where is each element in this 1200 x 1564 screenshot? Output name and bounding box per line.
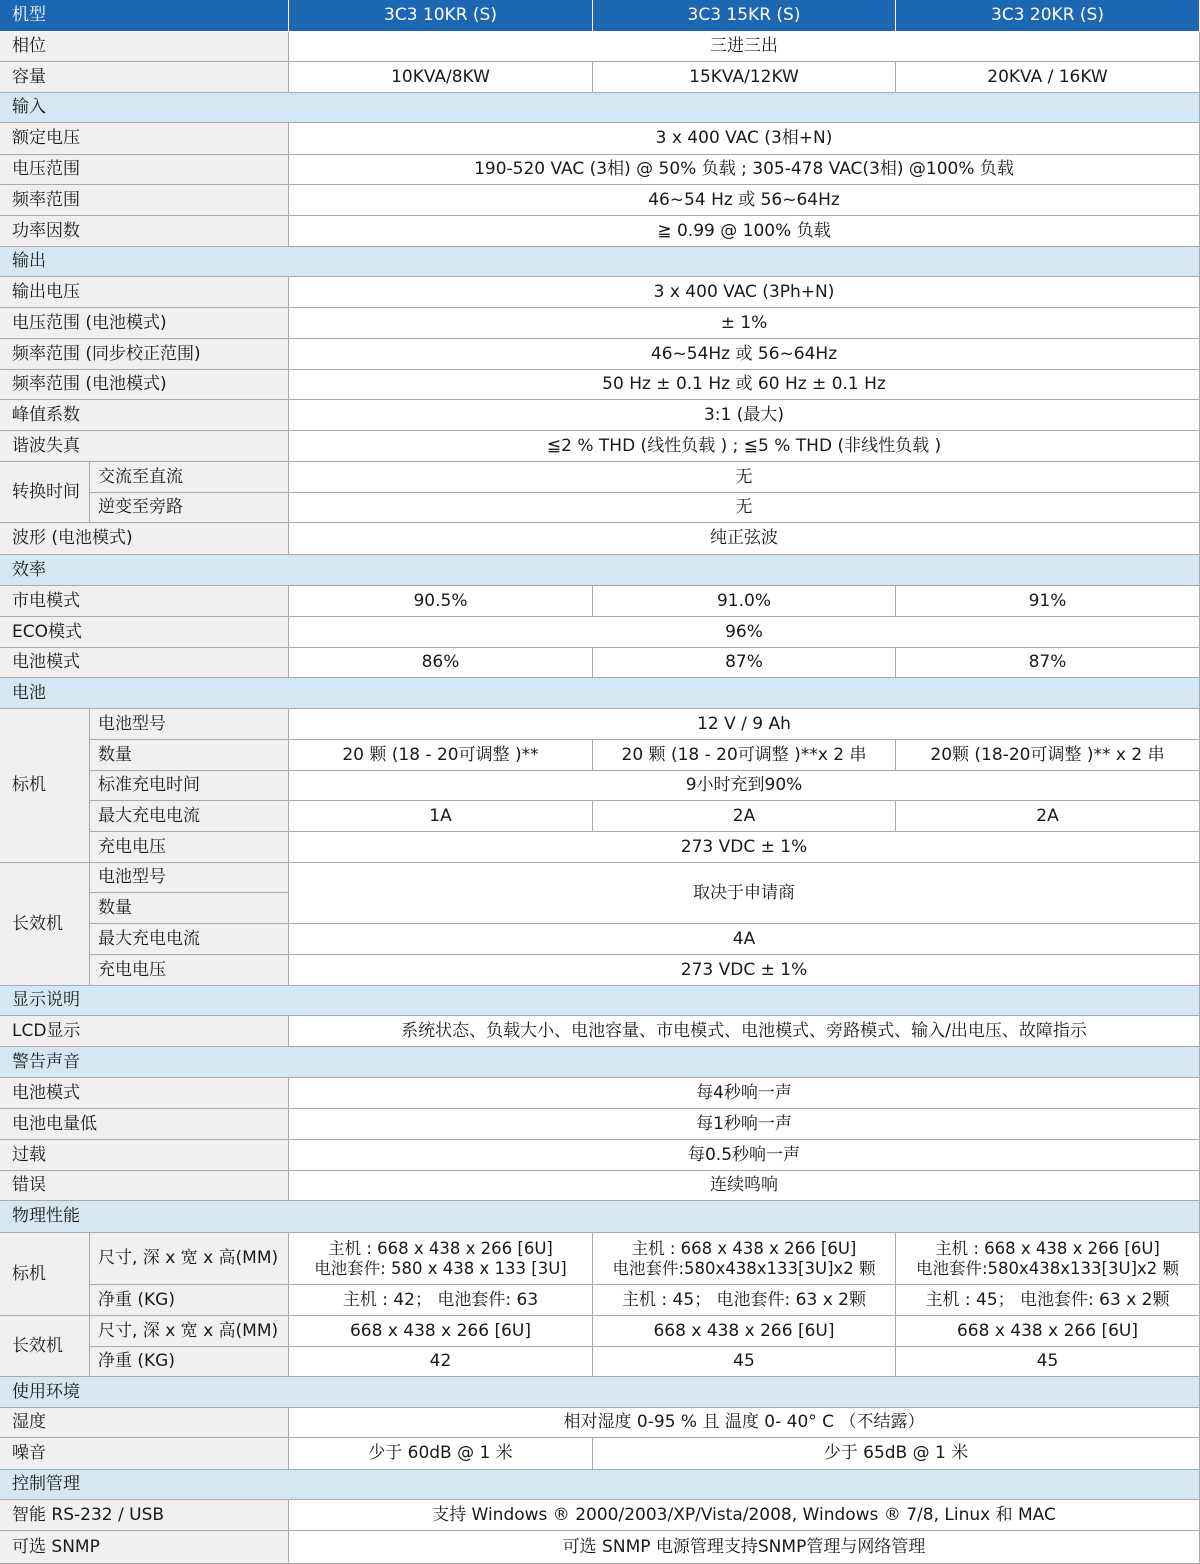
row-value: 3 x 400 VAC (3Ph+N) (289, 277, 1200, 308)
row-value: 主机 : 42； 电池套件: 63 (289, 1285, 593, 1316)
row-value: 45 (896, 1347, 1200, 1377)
row-value: 9小时充到90% (289, 771, 1200, 801)
row-value: 668 x 438 x 266 [6U] (289, 1316, 593, 1347)
section-header: 显示说明 (0, 986, 1200, 1016)
row-value: 668 x 438 x 266 [6U] (896, 1316, 1200, 1347)
row-label: 波形 (电池模式) (0, 523, 289, 555)
group-label: 长效机 (0, 863, 90, 986)
row-value: 46~54 Hz 或 56~64Hz (289, 185, 1200, 216)
row-sublabel: 净重 (KG) (90, 1347, 289, 1377)
row-value: 91% (896, 586, 1200, 617)
section-header: 警告声音 (0, 1047, 1200, 1078)
row-value: 支持 Windows ® 2000/2003/XP/Vista/2008, Windows ® 7/8, Linux 和 MAC (289, 1500, 1200, 1531)
row-value: 每1秒响一声 (289, 1109, 1200, 1140)
row-label: 谐波失真 (0, 431, 289, 462)
row-value-line: 主机 : 668 x 438 x 266 [6U] (935, 1238, 1160, 1258)
row-label: LCD显示 (0, 1016, 289, 1047)
row-value: ≧ 0.99 @ 100% 负载 (289, 216, 1200, 247)
row-sublabel: 电池型号 (90, 709, 289, 740)
row-sublabel: 充电电压 (90, 832, 289, 863)
row-value: 2A (896, 801, 1200, 832)
section-header: 输入 (0, 93, 1200, 123)
row-label: ECO模式 (0, 617, 289, 648)
row-label: 额定电压 (0, 123, 289, 155)
row-label: 智能 RS-232 / USB (0, 1500, 289, 1531)
row-sublabel: 净重 (KG) (90, 1285, 289, 1316)
row-sublabel: 交流至直流 (90, 462, 289, 493)
row-value: 273 VDC ± 1% (289, 955, 1200, 986)
row-label: 容量 (0, 62, 289, 93)
row-value: 15KVA/12KW (593, 62, 896, 93)
row-label: 电池模式 (0, 648, 289, 678)
row-value: 50 Hz ± 0.1 Hz 或 60 Hz ± 0.1 Hz (289, 370, 1200, 400)
row-sublabel: 数量 (90, 893, 289, 924)
header-model-3: 3C3 20KR (S) (896, 0, 1200, 32)
section-header: 输出 (0, 247, 1200, 277)
section-header: 控制管理 (0, 1470, 1200, 1500)
row-sublabel: 尺寸, 深 x 宽 x 高(MM) (90, 1316, 289, 1347)
row-value: 系统状态、负载大小、电池容量、市电模式、电池模式、旁路模式、输入/出电压、故障指示 (289, 1016, 1200, 1047)
row-label: 峰值系数 (0, 400, 289, 431)
row-value: 20KVA / 16KW (896, 62, 1200, 93)
row-value (593, 1233, 896, 1285)
row-label: 电压范围 (电池模式) (0, 308, 289, 339)
row-value: 少于 60dB @ 1 米 (289, 1438, 593, 1470)
row-sublabel: 最大充电电流 (90, 924, 289, 955)
row-label: 功率因数 (0, 216, 289, 247)
row-value: 20 颗 (18 - 20可调整 )** (289, 740, 593, 771)
row-value: 少于 65dB @ 1 米 (593, 1438, 1200, 1470)
row-label: 可选 SNMP (0, 1531, 289, 1564)
row-value: 20颗 (18-20可调整 )** x 2 串 (896, 740, 1200, 771)
row-value: ≦2 % THD (线性负载 ) ; ≦5 % THD (非线性负载 ) (289, 431, 1200, 462)
row-value: 87% (593, 648, 896, 678)
row-sublabel: 电池型号 (90, 863, 289, 893)
row-value: 42 (289, 1347, 593, 1377)
section-header: 电池 (0, 678, 1200, 709)
row-sublabel: 逆变至旁路 (90, 493, 289, 523)
section-header: 使用环境 (0, 1377, 1200, 1408)
row-value: 主机 : 45； 电池套件: 63 x 2颗 (593, 1285, 896, 1316)
row-value-line: 电池套件: 580 x 438 x 133 [3U] (314, 1258, 567, 1278)
row-value-line: 主机 : 668 x 438 x 266 [6U] (328, 1238, 553, 1258)
row-value: 取决于申请商 (289, 863, 1200, 924)
row-sublabel: 标准充电时间 (90, 771, 289, 801)
row-value: 每0.5秒响一声 (289, 1140, 1200, 1171)
row-label: 输出电压 (0, 277, 289, 308)
header-model-2: 3C3 15KR (S) (593, 0, 896, 32)
row-value: 10KVA/8KW (289, 62, 593, 93)
row-label: 相位 (0, 32, 289, 62)
row-label: 湿度 (0, 1408, 289, 1438)
header-model-1: 3C3 10KR (S) (289, 0, 593, 32)
header-model-label: 机型 (0, 0, 289, 32)
row-label: 频率范围 (0, 185, 289, 216)
row-sublabel: 充电电压 (90, 955, 289, 986)
group-label: 转换时间 (0, 462, 90, 523)
row-label: 过载 (0, 1140, 289, 1171)
row-sublabel: 数量 (90, 740, 289, 771)
row-label: 错误 (0, 1171, 289, 1201)
row-label: 电压范围 (0, 155, 289, 185)
row-value (289, 1233, 593, 1285)
row-value: 46~54Hz 或 56~64Hz (289, 339, 1200, 370)
row-value: 20 颗 (18 - 20可调整 )**x 2 串 (593, 740, 896, 771)
row-value: 三进三出 (289, 32, 1200, 62)
row-value: 86% (289, 648, 593, 678)
row-value: 668 x 438 x 266 [6U] (593, 1316, 896, 1347)
row-value-line: 主机 : 668 x 438 x 266 [6U] (631, 1238, 857, 1258)
section-header: 物理性能 (0, 1201, 1200, 1233)
row-value: 每4秒响一声 (289, 1078, 1200, 1109)
row-value: 273 VDC ± 1% (289, 832, 1200, 863)
row-value: 12 V / 9 Ah (289, 709, 1200, 740)
row-label: 频率范围 (电池模式) (0, 370, 289, 400)
row-value: 91.0% (593, 586, 896, 617)
group-label: 标机 (0, 1233, 90, 1316)
row-value: 2A (593, 801, 896, 832)
row-value (896, 1233, 1200, 1285)
row-value-line: 电池套件:580x438x133[3U]x2 颗 (915, 1258, 1180, 1278)
row-value: 45 (593, 1347, 896, 1377)
row-value: 无 (289, 493, 1200, 523)
group-label: 标机 (0, 709, 90, 863)
row-value: 3 x 400 VAC (3相+N) (289, 123, 1200, 155)
row-value: 90.5% (289, 586, 593, 617)
row-value: 1A (289, 801, 593, 832)
group-label: 长效机 (0, 1316, 90, 1377)
row-sublabel: 尺寸, 深 x 宽 x 高(MM) (90, 1233, 289, 1285)
row-label: 电池电量低 (0, 1109, 289, 1140)
row-value: 纯正弦波 (289, 523, 1200, 555)
row-value: 3:1 (最大) (289, 400, 1200, 431)
row-value: 相对湿度 0-95 % 且 温度 0- 40° C （不结露） (289, 1408, 1200, 1438)
row-label: 市电模式 (0, 586, 289, 617)
row-value: 87% (896, 648, 1200, 678)
row-label: 电池模式 (0, 1078, 289, 1109)
row-value: 4A (289, 924, 1200, 955)
row-value: 主机 : 45； 电池套件: 63 x 2颗 (896, 1285, 1200, 1316)
row-label: 噪音 (0, 1438, 289, 1470)
row-label: 频率范围 (同步校正范围) (0, 339, 289, 370)
section-header: 效率 (0, 555, 1200, 586)
row-value-line: 电池套件:580x438x133[3U]x2 颗 (612, 1258, 876, 1278)
row-value: 可选 SNMP 电源管理支持SNMP管理与网络管理 (289, 1531, 1200, 1564)
row-value: 无 (289, 462, 1200, 493)
row-value: 96% (289, 617, 1200, 648)
row-sublabel: 最大充电电流 (90, 801, 289, 832)
row-value: 连续鸣响 (289, 1171, 1200, 1201)
row-value: 190-520 VAC (3相) @ 50% 负载 ; 305-478 VAC(3相) @100% 负载 (289, 155, 1200, 185)
row-value: ± 1% (289, 308, 1200, 339)
